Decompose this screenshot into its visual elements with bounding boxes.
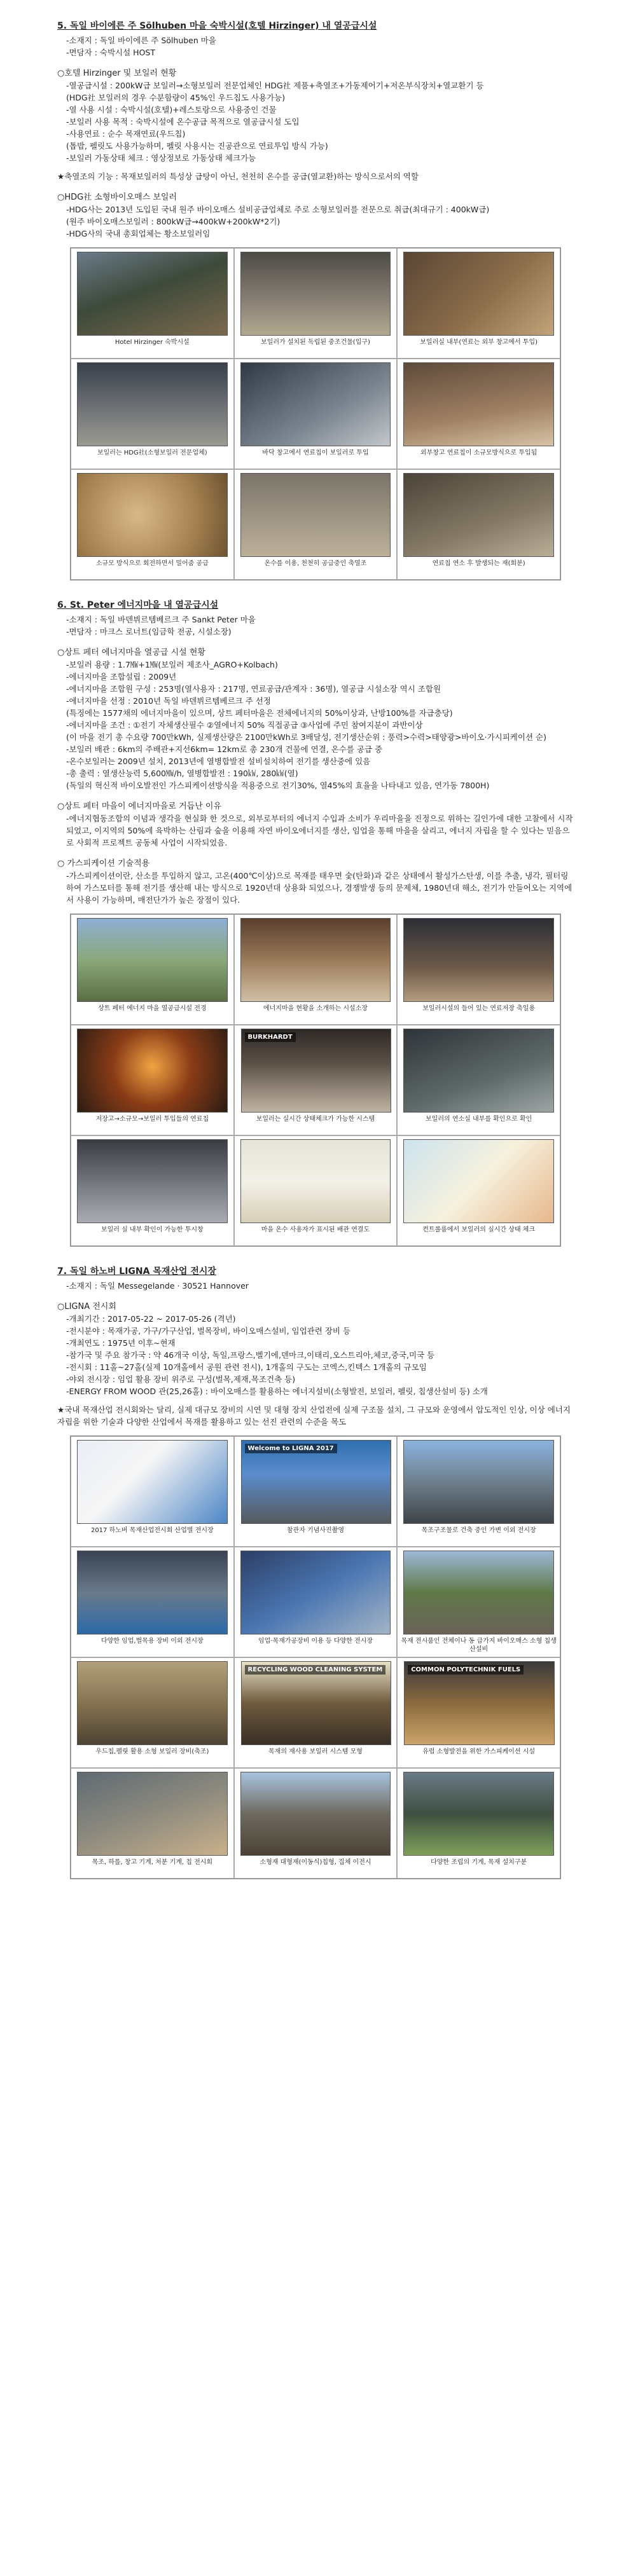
photo-caption: Hotel Hirzinger 숙박시설 bbox=[114, 339, 190, 346]
section-st-peter bbox=[57, 598, 574, 1247]
photo-caption: 보일러의 연소실 내부를 확인으로 확인 bbox=[426, 1116, 532, 1123]
photo-wrap bbox=[404, 1661, 553, 1745]
section-title: 7. 독일 하노버 LIGNA 목재산업 전시장 bbox=[57, 1266, 216, 1277]
photo-caption: 임업·목재가공장비 이용 등 다양한 전시장 bbox=[258, 1638, 373, 1645]
text-line: (원주 바이오매스보일러 : 800kW급→400kW+200kW*2기) bbox=[66, 217, 281, 226]
photo-caption: 유럽 소형발전을 위한 가스피케이션 시설 bbox=[422, 1748, 536, 1755]
photo bbox=[240, 473, 391, 557]
text-line: (HDG社 보일러의 경우 수분함량이 45%인 우드칩도 사용가능) bbox=[66, 93, 286, 102]
text-line: -개최기간 : 2017-05-22 ~ 2017-05-26 (격년) bbox=[66, 1314, 236, 1324]
photo-caption: 상트 페터 에너지 마을 열공급시설 전경 bbox=[98, 1005, 207, 1012]
photo-caption: 외부창고 연료칩이 소규모방식으로 투입됨 bbox=[420, 449, 537, 456]
interviewee-line: -면담자 : 마크스 로너트(임금학 전공, 시설소장) bbox=[66, 627, 232, 636]
photo bbox=[240, 1772, 391, 1856]
photo bbox=[77, 1440, 228, 1524]
photo-cell bbox=[71, 914, 234, 1025]
photo-caption: 다양한 임업,벌목용 장비 이외 전시장 bbox=[101, 1638, 204, 1645]
section-ligna bbox=[57, 1264, 574, 1879]
text-line: -보일러 사용 목적 : 숙박시설에 온수공급 목적으로 열공급시설 도입 bbox=[66, 117, 300, 127]
photo-wrap bbox=[241, 1440, 391, 1524]
photo bbox=[403, 252, 554, 336]
block-title: ○호텔 Hirzinger 및 보일러 현황 bbox=[57, 69, 177, 78]
photo-caption: 저장고→소규모→보일러 투입들의 연료칩 bbox=[95, 1116, 209, 1123]
photo bbox=[77, 1772, 228, 1856]
photo-caption: 보일러실 내부(연료는 외부 창고에서 투입) bbox=[420, 339, 538, 346]
photo bbox=[77, 1551, 228, 1634]
text-line: -보일러 가동상태 체크 : 영상정보로 가동상태 체크가능 bbox=[66, 153, 256, 163]
welcome-banner: Welcome to LIGNA 2017 bbox=[245, 1444, 337, 1453]
section-meta bbox=[66, 34, 574, 58]
photo bbox=[77, 252, 228, 336]
photo-cell bbox=[397, 469, 560, 580]
photo-cell bbox=[71, 248, 234, 359]
photo-cell bbox=[234, 1135, 398, 1246]
text-line: -에너지협동조합의 이념과 생각을 현실화 한 것으로, 외부로부터의 에너지 수입과 소비가 우리마을을 진정으로 위하는 길인가에 대한 고찰에서 시작되었고, 이지역의 50%에 육박하는 산림과 숲을 이용해 자연 바이오에너지를 생산, 임업을 통해 마을을 살리고, 에너지 자립을 할 수 있다는 믿음으로 사회적 프로젝트 공동체 사업이 시작되었음. bbox=[66, 814, 573, 847]
block-title: ○LIGNA 전시회 bbox=[57, 1302, 116, 1312]
photo-caption: 보일러는 HDG社(소형보일러 전문업체) bbox=[97, 449, 207, 456]
text-line: -사용연료 : 순수 목재연료(우드칩) bbox=[66, 129, 186, 139]
photo-caption: 컨트롤룸에서 보일러의 실시간 상태 체크 bbox=[422, 1226, 536, 1233]
text-line: (톱밥, 펠릿도 사용가능하며, 펠릿 사용시는 진공관으로 연료투입 방식 가능) bbox=[66, 141, 328, 151]
photo-cell bbox=[234, 359, 398, 469]
photo bbox=[240, 918, 391, 1002]
fuels-banner: COMMON POLYTECHNIK FUELS bbox=[408, 1665, 524, 1675]
text-line: -전시분야 : 목재가공, 가구/가구산업, 벌목장비, 바이오매스설비, 임업관련 장비 등 bbox=[66, 1326, 351, 1336]
text-line: -보일러 용량 : 1.7㎿+1㎿(보일러 제조사_AGRO+Kolbach) bbox=[66, 660, 278, 669]
text-line: -전시회 : 11홀~27홀(실제 10개홀에서 공원 관련 전시), 1개홀의 구도는 코엑스,킨텍스 1개홀의 규모임 bbox=[66, 1362, 427, 1372]
photo-cell bbox=[397, 248, 560, 359]
photo-cell bbox=[71, 469, 234, 580]
photo-cell bbox=[234, 1547, 398, 1657]
block-lines bbox=[66, 203, 574, 240]
photo-caption: 마을 온수 사용자가 표시된 배관 연결도 bbox=[261, 1226, 370, 1233]
photo-cell bbox=[397, 1436, 560, 1547]
photo-wrap bbox=[241, 1661, 391, 1745]
text-line: -HDG사의 국내 총회업체는 황소보일러임 bbox=[66, 229, 211, 238]
photo bbox=[77, 918, 228, 1002]
text-line: -에너지마을 조건 : ①전기 자체생산필수 ②열에너지 50% 직접공급 ③사업에 주민 참여지분이 과반이상 bbox=[66, 720, 423, 730]
photo-cell bbox=[397, 1547, 560, 1657]
photo-caption: 에너지마을 현황을 소개하는 시설소장 bbox=[263, 1005, 368, 1012]
photo-caption: 목조구조물로 건축 중인 가변 이외 전시장 bbox=[421, 1527, 536, 1534]
photo-cell bbox=[234, 248, 398, 359]
note-line: ★축열조의 기능 : 목재보일러의 특성상 급탕이 아닌, 천천히 온수를 공급(열교환)하는 방식으로서의 역할 bbox=[57, 172, 419, 181]
photo bbox=[403, 1029, 554, 1113]
photo-cell bbox=[234, 1025, 398, 1135]
photo-cell bbox=[397, 1025, 560, 1135]
text-line: (특징에는 1577채의 에너지마을이 있으며, 상트 페터마을은 전체에너지의 50%이상과, 난방100%를 자급충당) bbox=[66, 708, 453, 718]
photo-caption: 보일러시설의 들어 있는 연료저장 축일용 bbox=[422, 1005, 536, 1012]
text-line: -개최연도 : 1975년 이후~현재 bbox=[66, 1338, 176, 1348]
photo bbox=[240, 1139, 391, 1223]
block-lines bbox=[66, 812, 574, 849]
photo-caption: 소규모 방식으로 회전하면서 밀어줌 공급 bbox=[95, 560, 209, 567]
photo-cell bbox=[234, 914, 398, 1025]
interviewee-line: -면담자 : 숙박시설 HOST bbox=[66, 48, 155, 57]
photo-grid bbox=[70, 914, 561, 1247]
photo-cell bbox=[71, 1547, 234, 1657]
recycling-banner: RECYCLING WOOD CLEANING SYSTEM bbox=[245, 1665, 386, 1675]
photo bbox=[77, 473, 228, 557]
block-lines bbox=[66, 659, 574, 791]
photo-cell bbox=[234, 1768, 398, 1879]
photo bbox=[403, 1440, 554, 1524]
block-lines bbox=[66, 1313, 574, 1397]
photo bbox=[77, 1029, 228, 1113]
photo bbox=[403, 1139, 554, 1223]
photo bbox=[240, 252, 391, 336]
location-line: -소재지 : 독일 바이에른 주 Sölhuben 마을 bbox=[66, 36, 216, 45]
text-line: -야외 전시장 : 임업 활용 장비 위주로 구성(벌목,제재,목조건축 등) bbox=[66, 1374, 296, 1384]
text-line: -보일러 배관 : 6km의 주배관+지선6km= 12km로 총 230개 건물에 연결, 온수를 공급 중 bbox=[66, 744, 383, 754]
text-line: -에너지마을 선정 : 2010년 독일 바덴뷔르템베르크 주 선정 bbox=[66, 696, 271, 706]
block-lines bbox=[66, 870, 574, 906]
photo-caption: 온수를 이용, 천천히 공급중인 축열조 bbox=[264, 560, 367, 567]
text-line: -열 사용 시설 : 숙박시설(호텔)+레스토랑으로 사용중인 건물 bbox=[66, 105, 277, 114]
photo-cell bbox=[71, 359, 234, 469]
photo bbox=[403, 1772, 554, 1856]
photo-cell bbox=[397, 359, 560, 469]
text-line: -참가국 및 주요 참가국 : 약 46개국 이상, 독일,프랑스,벨기에,덴마크,이태리,오스트리아,체코,중국,미국 등 bbox=[66, 1350, 435, 1360]
note-line: ★국내 목재산업 전시회와는 달리, 실제 대규모 장비의 시연 및 대형 장치 산업전에 실제 구조물 설치, 그 규모와 운영에서 압도적인 인상, 이상 에너지 자립을 위한 기술과 다양한 산업에서 목재를 활용하고 있는 선진 관련의 수준을 목도 bbox=[57, 1405, 571, 1427]
text-line: (독일의 혁신적 바이오발전인 가스피케이션방식을 적용중으로 전기30%, 열45%의 효율을 나타내고 있음, 연가동 7800H) bbox=[66, 781, 490, 790]
photo bbox=[77, 1139, 228, 1223]
photo-cell bbox=[397, 1768, 560, 1879]
photo bbox=[77, 1661, 228, 1745]
photo-caption: 목재 전시품인 전체이나 동 급가지 바이오매스 소형 칩생산설비 bbox=[401, 1638, 557, 1653]
location-line: -소재지 : 독일 Messegelande · 30521 Hannover bbox=[66, 1281, 249, 1291]
document-page bbox=[57, 19, 574, 1897]
photo bbox=[403, 362, 554, 446]
text-line: -에너지마을 조합설립 : 2009년 bbox=[66, 672, 177, 682]
photo-grid bbox=[70, 247, 561, 580]
photo-wrap bbox=[241, 1029, 391, 1113]
photo bbox=[240, 362, 391, 446]
photo-cell bbox=[71, 1135, 234, 1246]
photo-caption: 목조, 하를, 창고 기계, 처분 기계, 칩 전시회 bbox=[92, 1859, 213, 1866]
block-title: ○상트 페터 에너지마을 열공급 시설 현황 bbox=[57, 648, 205, 657]
photo-caption: 다양한 조립의 기계, 목재 설치구분 bbox=[431, 1859, 527, 1866]
section-title: 5. 독일 바이에른 주 Sölhuben 마을 숙박시설(호텔 Hirzinger) 내 열공급시설 bbox=[57, 21, 377, 31]
text-line: -온수보일러는 2009년 설치, 2013년에 열병합발전 설비설치하여 전기를 생산중에 있음 bbox=[66, 757, 371, 766]
photo-cell bbox=[71, 1657, 234, 1768]
photo-grid bbox=[70, 1435, 561, 1879]
photo-cell bbox=[397, 914, 560, 1025]
text-line: -열공급시설 : 200kW급 보일러→소형보일러 전문업체인 HDG社 제품+축열조+가동제어기+저온부식장치+열교환기 등 bbox=[66, 81, 484, 90]
photo-caption: 참관자 기념사진촬영 bbox=[286, 1527, 345, 1534]
photo-caption: 목재의 재사용 보일러 시스템 모형 bbox=[268, 1748, 363, 1755]
text-line: (이 마을 전기 총 수요량 700만kWh, 실제생산량은 2100만kWh로 3배달성, 전기생산순위 : 풍력>수력>태양광>바이오·가시피케이션 순) bbox=[66, 732, 546, 742]
photo-cell bbox=[71, 1768, 234, 1879]
photo-caption: 2017 하노버 목재산업전시회 산업별 전시장 bbox=[90, 1527, 214, 1534]
text-line: -ENERGY FROM WOOD 관(25,26홀) : 바이오매스를 활용하는 에너지설비(소형발전, 보일러, 펠릿, 칩생산설비 등) 소개 bbox=[66, 1387, 488, 1396]
text-line: -총 출력 : 열생산능력 5,600㎿/h, 열병합발전 : 190㎾, 280㎾(열) bbox=[66, 769, 298, 778]
photo-caption: 보일러는 실시간 상태체크가 가능한 시스템 bbox=[256, 1116, 375, 1123]
photo-cell bbox=[71, 1436, 234, 1547]
photo bbox=[77, 362, 228, 446]
photo-cell bbox=[71, 1025, 234, 1135]
text-line: -에너지마을 조합원 구성 : 253명(열사용자 : 217명, 연료공급/관계자 : 36명), 열공급 시설소장 역시 조합원 bbox=[66, 684, 441, 694]
photo-caption: 보일러가 설치된 독립된 중조건물(입구) bbox=[261, 339, 370, 346]
photo-caption: 연료칩 연소 후 발생되는 재(회분) bbox=[432, 560, 525, 567]
text-line: -가스피케이션이란, 산소를 투입하지 않고, 고온(400℃이상)으로 목재를 태우면 숯(탄화)과 같은 상태에서 활성가스탄생, 이를 추출, 냉각, 필터링하여 가스모터를 통해 전기를 생산해 내는 방식으로 1920년대 상용화 되었으나, 경쟁발생 등의 문제체, 1980년대 해소, 전기가 안들어오는 지역에서 사용이 가능하며, 매전단가가 높은 장점이 있다. bbox=[66, 871, 572, 905]
block-lines bbox=[66, 79, 574, 164]
photo bbox=[240, 1551, 391, 1634]
photo-caption: 바닥 창고에서 연료칩이 보일러로 투입 bbox=[262, 449, 369, 456]
photo-caption: 보일러 실 내부 확인이 가능한 투시창 bbox=[101, 1226, 204, 1233]
section-hotel-hirzinger bbox=[57, 19, 574, 580]
photo-caption: 우드칩,펠릿 활용 소형 보일러 장비(축조) bbox=[95, 1748, 209, 1755]
photo-cell bbox=[234, 1436, 398, 1547]
photo-cell bbox=[397, 1657, 560, 1768]
photo-cell bbox=[397, 1135, 560, 1246]
photo-cell bbox=[234, 1657, 398, 1768]
section-meta bbox=[66, 1280, 574, 1292]
section-title: 6. St. Peter 에너지마을 내 열공급시설 bbox=[57, 600, 219, 610]
photo bbox=[403, 918, 554, 1002]
photo-cell bbox=[234, 469, 398, 580]
section-meta bbox=[66, 613, 574, 638]
burkhardt-sign: BURKHARDT bbox=[245, 1032, 296, 1042]
photo bbox=[403, 1551, 554, 1634]
block-title: ○ 가스피케이션 기술적용 bbox=[57, 859, 150, 868]
block-title: ○상트 페터 마을이 에너지마을로 거듭난 이유 bbox=[57, 802, 222, 811]
location-line: -소재지 : 독일 바덴뷔르템베르크 주 Sankt Peter 마을 bbox=[66, 615, 256, 624]
block-title: ○HDG社 소형바이오매스 보일러 bbox=[57, 193, 177, 202]
text-line: -HDG사는 2013년 도입된 국내 원주 바이오매스 설비공급업체로 주로 소형보일러를 전문으로 취급(최대규기 : 400kW급) bbox=[66, 205, 490, 214]
photo-caption: 소형재 대형재(이동식)칩형, 집체 이전시 bbox=[260, 1859, 371, 1866]
photo bbox=[403, 473, 554, 557]
